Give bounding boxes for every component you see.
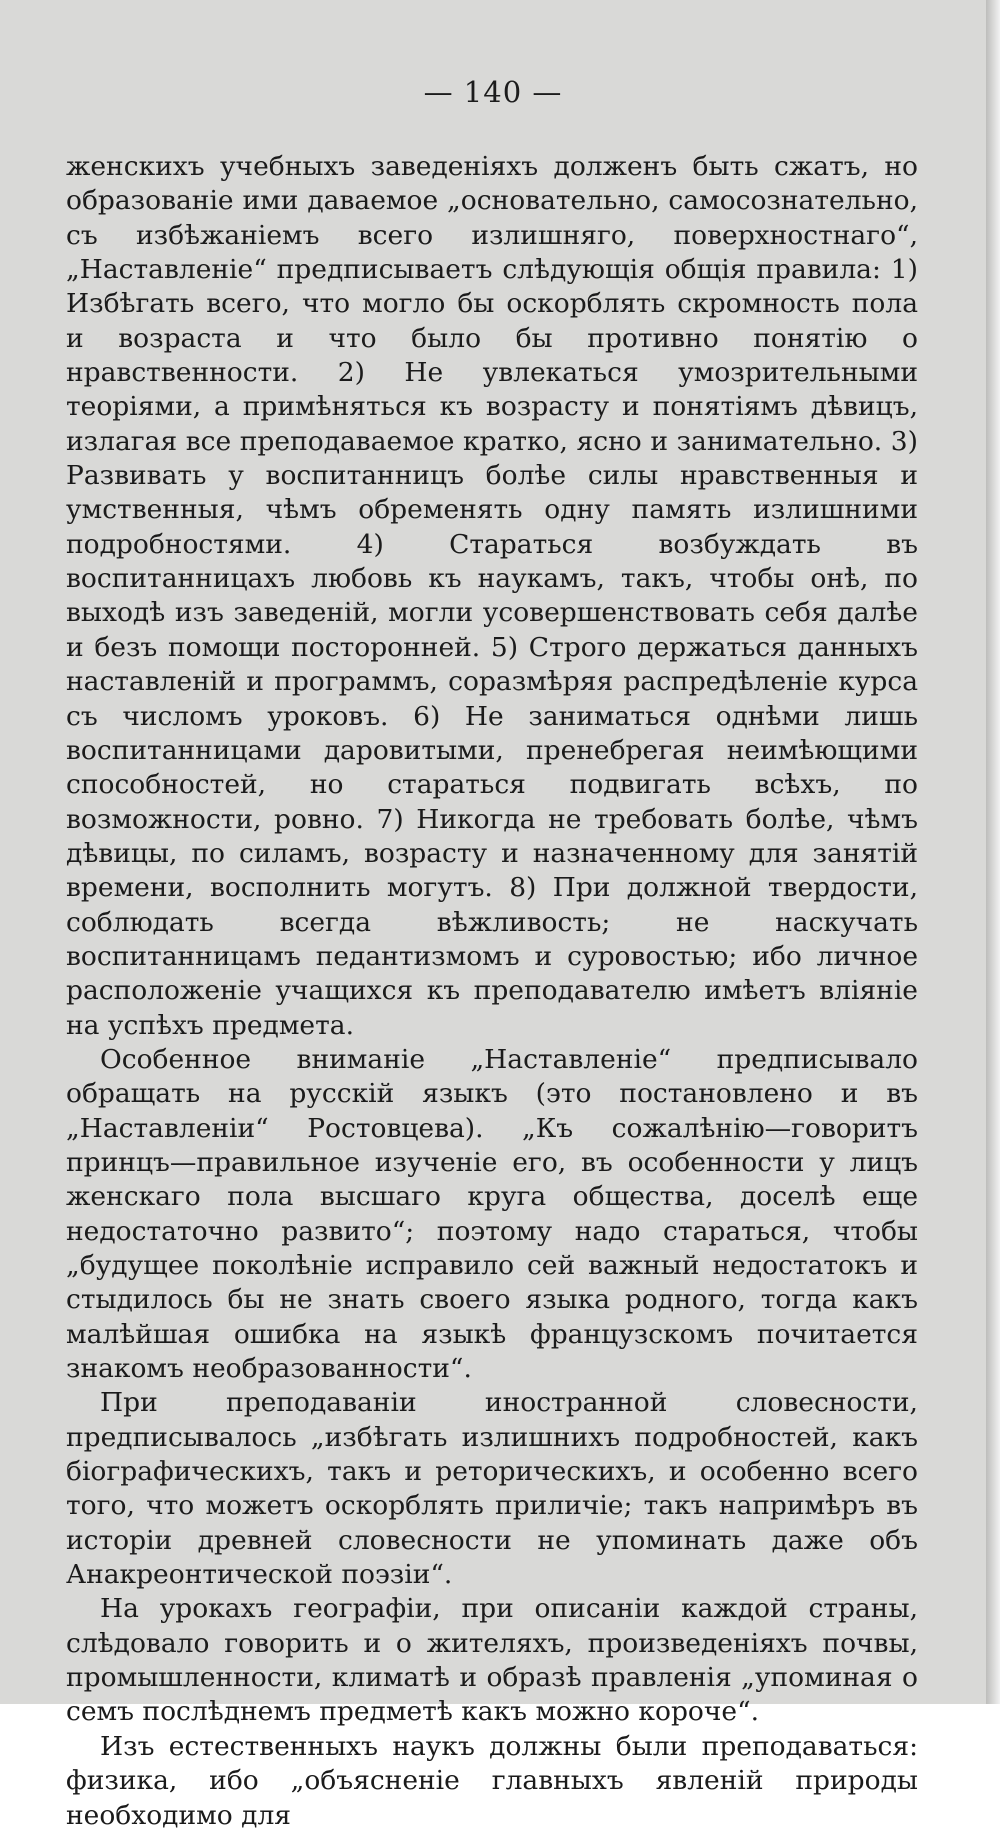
paragraph-5: Изъ естественныхъ наукъ должны были преподаваться: физика, ибо „объясненіе главныхъ явленій природы необходимо для: [66, 1730, 918, 1831]
paragraph-4: На урокахъ географіи, при описаніи каждой страны, слѣдовало говорить и о жителяхъ, произведеніяхъ почвы, промышленности, климатѣ и образѣ правленія „упоминая о семъ послѣднемъ предметѣ какъ можно короче“.: [66, 1593, 918, 1728]
page-number: — 140 —: [423, 75, 563, 109]
paragraph-3: При преподаваніи иностранной словесности, предписывалось „избѣгать излишнихъ подробностей, какъ біографическихъ, такъ и реторическихъ, и особенно всего того, что можетъ оскорблять приличіе; такъ напримѣръ въ исторіи древней словесности не упоминать даже объ Анакреонтической поэзіи“.: [66, 1387, 918, 1591]
paragraph-1: женскихъ учебныхъ заведеніяхъ долженъ быть сжатъ, но образованіе ими даваемое „основательно, самосознательно, съ избѣжаніемъ всего излишняго, поверхностнаго“, „Наставленіе“ предписываетъ слѣдующія общія правила: 1) Избѣгать всего, что могло бы оскорблять скромность пола и возраста и что было бы противно понятію о нравственности. 2) Не увлекаться умозрительными теоріями, а примѣняться къ возрасту и понятіямъ дѣвицъ, излагая все преподаваемое кратко, ясно и занимательно. 3) Развивать у воспитанницъ болѣе силы нравственныя и умственныя, чѣмъ обременять одну память излишними подробностями. 4) Стараться возбуждать въ воспитанницахъ любовь къ наукамъ, такъ, чтобы онѣ, по выходѣ изъ заведеній, могли усовершенствовать себя далѣе и безъ помощи посторонней. 5) Строго держаться данныхъ наставленій и программъ, соразмѣряя распредѣленіе курса съ числомъ уроковъ. 6) Не заниматься однѣми лишь воспитанницами даровитыми, пренебрегая неимѣющими способностей, но стараться подвигать всѣхъ, по возможности, ровно. 7) Никогда не требовать болѣе, чѣмъ дѣвицы, по силамъ, возрасту и назначенному для занятій времени, восполнить могутъ. 8) При должной твердости, соблюдать всегда вѣжливость; не наскучать воспитанницамъ педантизмомъ и суровостью; ибо личное расположеніе учащихся къ преподавателю имѣетъ вліяніе на успѣхъ предмета.: [66, 151, 918, 1041]
body-text: [66, 150, 918, 1833]
paragraph-2: Особенное вниманіе „Наставленіе“ предписывало обращать на русскій языкъ (это постановлено и въ „Наставленіи“ Ростовцева). „Къ сожалѣнію—говоритъ принцъ—правильное изученіе его, въ особенности у лицъ женскаго пола высшаго круга общества, доселѣ еще недостаточно развито“; поэтому надо стараться, чтобы „будущее поколѣніе исправило сей важный недостатокъ и стыдилось бы не знать своего языка родного, тогда какъ малѣйшая ошибка на языкѣ французскомъ почитается знакомъ необразованности“.: [66, 1043, 918, 1385]
page-edge-shadow: [986, 0, 1000, 1704]
